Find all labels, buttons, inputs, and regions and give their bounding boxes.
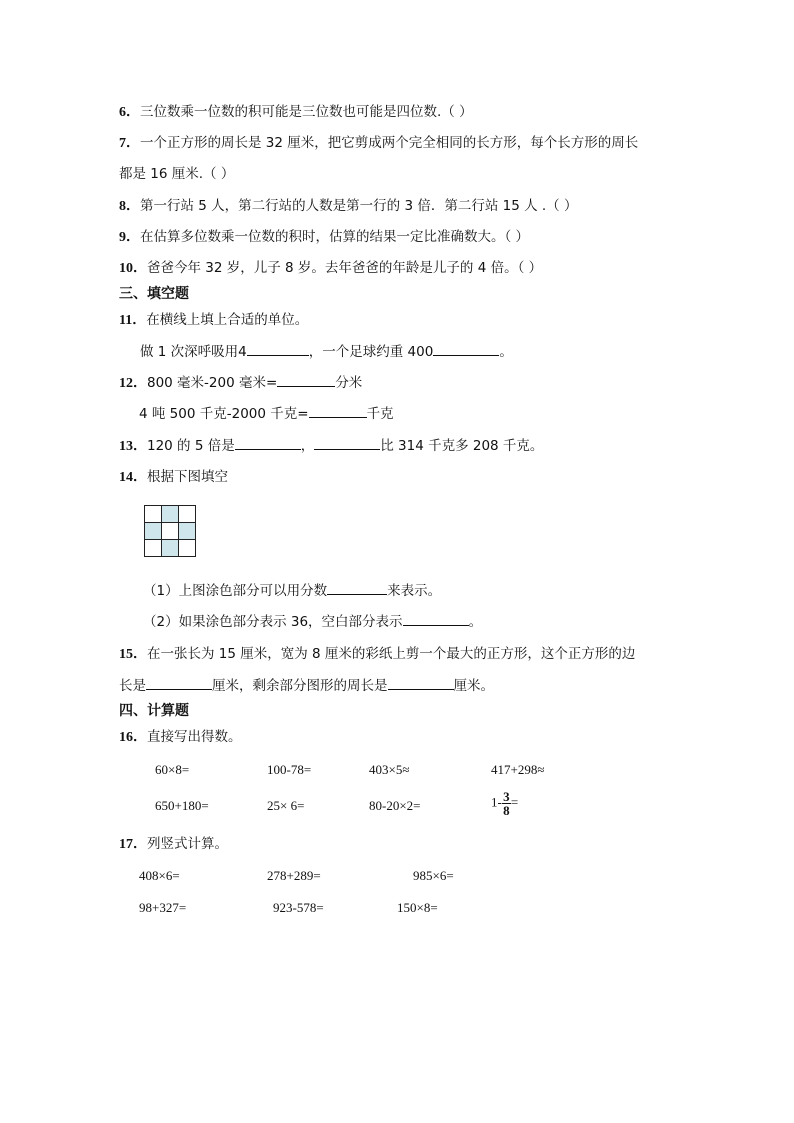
question-text: （1）上图涂色部分可以用分数 — [143, 583, 328, 599]
question-14-sub-2 — [143, 611, 482, 632]
question-text: 比 314 千克多 208 千克。 — [380, 438, 544, 454]
question-number: 7． — [119, 136, 140, 151]
fraction-denominator: 8 — [503, 803, 510, 818]
question-number: 11． — [119, 313, 147, 328]
question-text: 列竖式计算。 — [147, 836, 228, 852]
question-text: 长是 — [119, 678, 146, 694]
fraction-suffix: = — [510, 794, 519, 810]
question-6 — [119, 102, 473, 123]
question-text: 来表示。 — [387, 583, 442, 599]
question-text: 在横线上填上合适的单位。 — [146, 312, 309, 328]
question-13 — [119, 435, 543, 457]
answer-blank[interactable] — [247, 341, 309, 356]
question-15-continued — [119, 675, 494, 696]
question-text: 在一张长为 15 厘米，宽为 8 厘米的彩纸上剪一个最大的正方形，这个正方形的边 — [147, 646, 636, 662]
answer-blank[interactable] — [146, 675, 212, 690]
question-number: 6． — [119, 105, 140, 120]
calc-item: 100-78= — [267, 762, 312, 777]
question-7-continued — [119, 164, 234, 184]
calc-item-fraction — [491, 790, 518, 817]
answer-blank[interactable] — [388, 675, 454, 690]
question-number: 9． — [119, 230, 140, 245]
question-text: ， — [300, 438, 315, 454]
answer-blank[interactable] — [433, 341, 499, 356]
question-text: 都是 16 厘米.（ ） — [119, 166, 235, 182]
question-number: 17． — [119, 837, 147, 852]
grid-cell-shaded — [179, 523, 196, 540]
question-8 — [119, 196, 577, 217]
calc-item: 150×8= — [397, 900, 438, 915]
answer-blank[interactable] — [235, 435, 301, 450]
question-10 — [119, 258, 542, 279]
question-text: 第一行站 5 人，第二行站的人数是第一行的 3 倍．第二行站 15 人 .（ ） — [140, 198, 578, 214]
question-12 — [119, 372, 362, 394]
question-text: 。 — [468, 614, 483, 630]
question-text: 在估算多位数乘一位数的积时，估算的结果一定比准确数大。（ ） — [140, 229, 530, 245]
question-text: （2）如果涂色部分表示 36，空白部分表示 — [143, 614, 403, 630]
calc-item: 278+289= — [267, 868, 321, 883]
grid-cell — [179, 540, 196, 557]
question-number: 8． — [119, 199, 140, 214]
question-text: 厘米。 — [453, 678, 494, 694]
calc-item: 25× 6= — [267, 798, 305, 813]
grid-cell — [162, 523, 179, 540]
question-11 — [119, 310, 308, 331]
question-text: 千克 — [366, 406, 394, 422]
calc-item: 80-20×2= — [369, 798, 421, 813]
section-heading-fill-in: 三、填空题 — [119, 286, 189, 302]
calc-item: 408×6= — [139, 868, 180, 883]
calc-item: 403×5≈ — [369, 762, 410, 777]
question-text: 分米 — [335, 375, 363, 391]
question-text: 爸爸今年 32 岁，儿子 8 岁。去年爸爸的年龄是儿子的 4 倍。（ ） — [147, 260, 543, 276]
calc-item: 650+180= — [155, 798, 209, 813]
question-number: 12． — [119, 376, 147, 391]
question-9 — [119, 227, 529, 248]
grid-cell — [145, 540, 162, 557]
question-number: 16． — [119, 730, 147, 745]
shaded-grid-figure — [144, 505, 196, 557]
calc-item: 417+298≈ — [491, 762, 545, 777]
question-text: 做 1 次深呼吸用4 — [140, 344, 247, 360]
question-17 — [119, 834, 228, 855]
question-text: 根据下图填空 — [147, 469, 228, 485]
question-number: 13． — [119, 439, 147, 454]
fraction-prefix: 1- — [491, 794, 502, 810]
fraction-numerator: 3 — [503, 789, 510, 804]
question-number: 10． — [119, 261, 147, 276]
question-14-sub-1 — [143, 580, 441, 601]
question-text: 直接写出得数。 — [147, 729, 242, 745]
question-text: ，一个足球约重 400 — [308, 344, 434, 360]
grid-cell-shaded — [145, 523, 162, 540]
answer-blank[interactable] — [314, 435, 380, 450]
question-number: 14． — [119, 470, 147, 485]
question-16 — [119, 727, 242, 748]
question-text: 800 毫米-200 毫米= — [147, 375, 278, 391]
question-14 — [119, 467, 228, 488]
answer-blank[interactable] — [403, 611, 469, 626]
question-12-sub — [139, 403, 394, 424]
grid-cell-shaded — [162, 506, 179, 523]
calc-item: 60×8= — [155, 762, 190, 777]
question-7 — [119, 133, 638, 154]
question-text: 。 — [499, 344, 513, 360]
fraction — [502, 790, 511, 817]
calc-item: 923-578= — [273, 900, 324, 915]
answer-blank[interactable] — [309, 403, 367, 418]
question-11-sub — [140, 341, 513, 362]
grid-cell — [179, 506, 196, 523]
question-text: 120 的 5 倍是 — [147, 438, 235, 454]
question-number: 15． — [119, 647, 147, 662]
question-text: 一个正方形的周长是 32 厘米，把它剪成两个完全相同的长方形，每个长方形的周长 — [140, 135, 639, 151]
answer-blank[interactable] — [327, 580, 387, 595]
grid-cell — [145, 506, 162, 523]
calc-item: 98+327= — [139, 900, 187, 915]
question-15 — [119, 644, 635, 665]
answer-blank[interactable] — [277, 372, 335, 387]
question-text: 三位数乘一位数的积可能是三位数也可能是四位数.（ ） — [140, 104, 473, 120]
grid-cell-shaded — [162, 540, 179, 557]
calc-item: 985×6= — [413, 868, 454, 883]
question-text: 厘米，剩余部分图形的周长是 — [212, 678, 388, 694]
section-heading-calculation: 四、计算题 — [119, 703, 189, 719]
question-text: 4 吨 500 千克-2000 千克= — [139, 406, 309, 422]
